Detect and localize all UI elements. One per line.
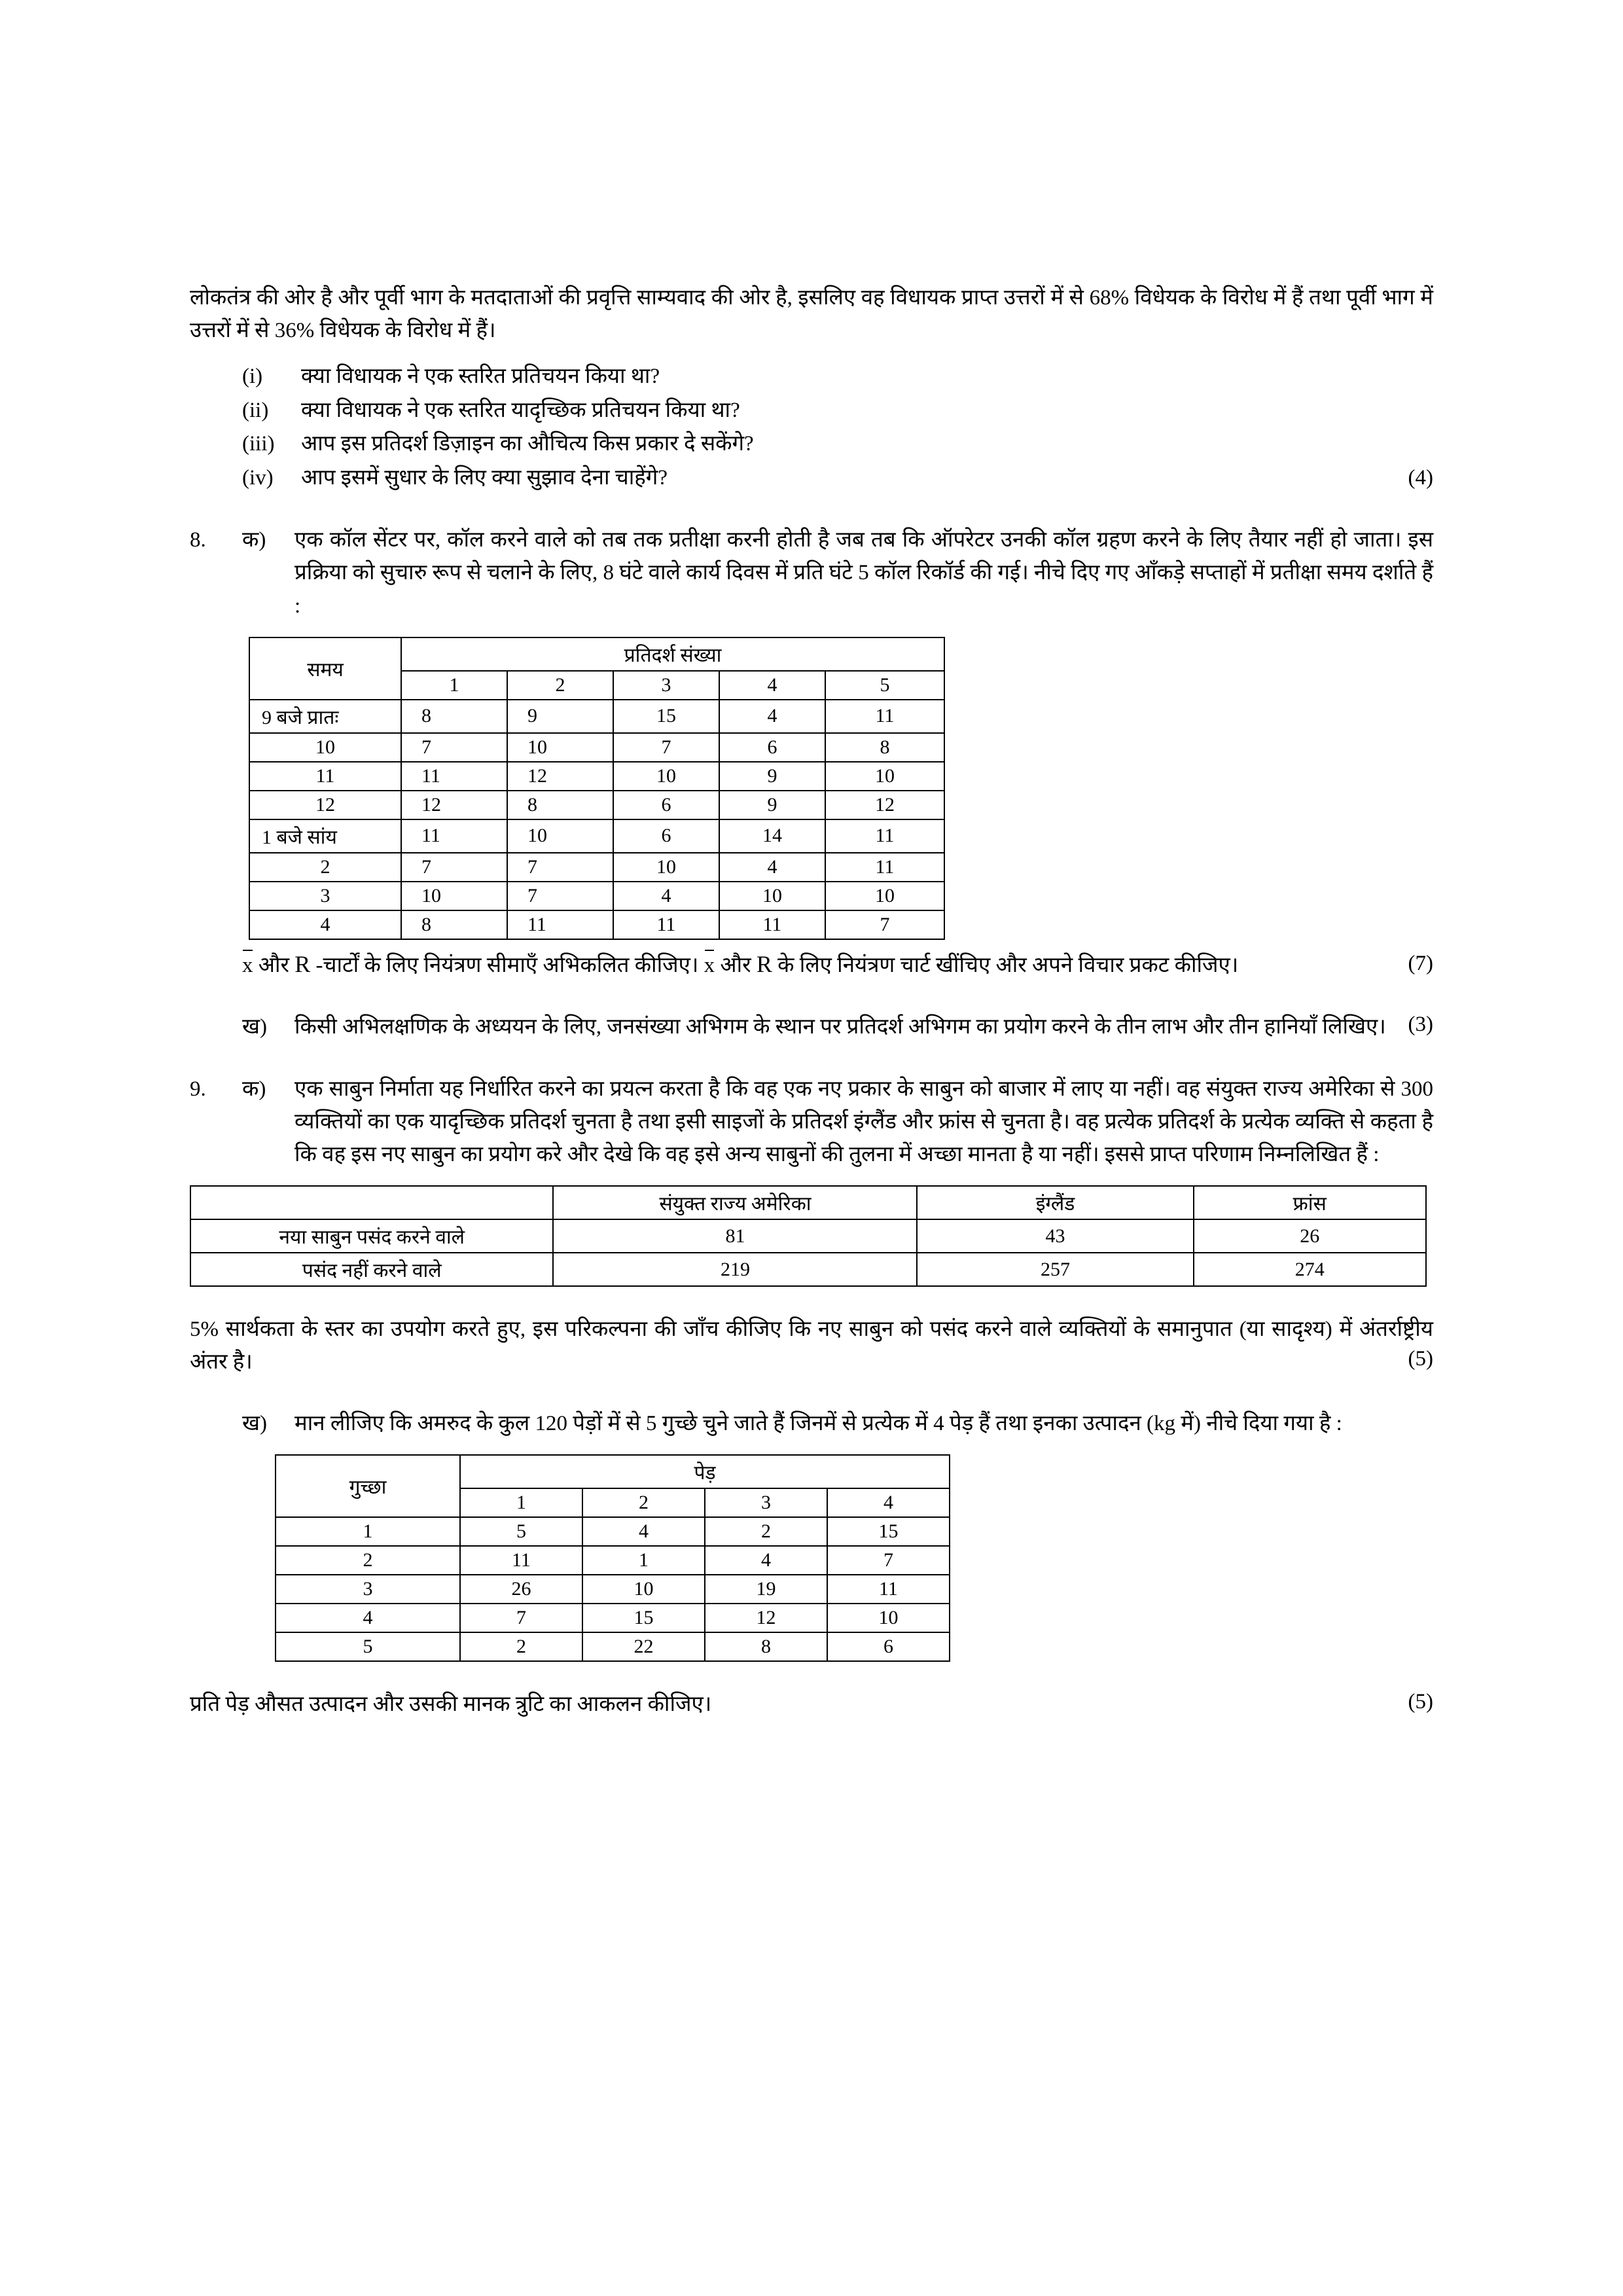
cell: 4: [613, 882, 719, 910]
question-9-part-a: [190, 1073, 1433, 1171]
question-9a-text: एक साबुन निर्माता यह निर्धारित करने का प्रयत्न करता है कि वह एक नए प्रकार के साबुन को बाजार में लाए या नहीं। वह संयुक्त राज्य अमेरिका से 300 व्यक्तियों का एक यादृच्छिक प्रतिदर्श चुनता है तथा इसी साइजों के प्रतिदर्श इंग्लैंड और फ्रांस से चुनता है। वह प्रत्येक प्रतिदर्श के प्रत्येक व्यक्ति से कहता है कि वह इस नए साबुन का प्रयोग करे और देखे कि वह इसे अन्य साबुनों की तुलना में अच्छा मानता है या नहीं। इससे प्राप्त परिणाम निम्नलिखित हैं :: [294, 1077, 1433, 1166]
cell: 8: [401, 910, 507, 939]
cell: 10: [825, 762, 944, 791]
guava-yield-table: [275, 1454, 950, 1662]
intro-paragraph: लोकतंत्र की ओर है और पूर्वी भाग के मतदाताओं की प्रवृत्ति साम्यवाद की ओर है, इसलिए वह विधायक प्राप्त उत्तरों में से 68% विधेयक के विरोध में हैं तथा पूर्वी भाग में उत्तरों में से 36% विधेयक के विरोध में हैं।: [190, 286, 1433, 343]
cell: 5: [460, 1517, 582, 1546]
table-row: [249, 762, 944, 791]
after-text-3: और: [720, 953, 751, 977]
cell: 7: [825, 910, 944, 939]
intro-list: [242, 360, 1433, 495]
cell: 19: [705, 1575, 827, 1604]
cell: 11: [825, 853, 944, 882]
cell: 8: [705, 1632, 827, 1661]
row-cluster: 3: [276, 1575, 460, 1604]
cell: 7: [507, 853, 613, 882]
cell: 12: [825, 791, 944, 819]
table-row: [249, 791, 944, 819]
cell: 43: [917, 1219, 1193, 1253]
cell: 6: [719, 733, 825, 762]
cell: 15: [827, 1517, 950, 1546]
row-label: पसंद नहीं करने वाले: [190, 1253, 553, 1286]
cell: 11: [613, 910, 719, 939]
cell: 4: [719, 853, 825, 882]
q8a-after-table: [190, 946, 1433, 982]
cell: 9: [719, 762, 825, 791]
cell: 10: [719, 882, 825, 910]
cell: 8: [401, 700, 507, 733]
sample-col-1: 1: [401, 671, 507, 700]
cell: 12: [705, 1604, 827, 1632]
row-cluster: 1: [276, 1517, 460, 1546]
cell: 257: [917, 1253, 1193, 1286]
cell: 9: [719, 791, 825, 819]
cell: 1: [582, 1546, 705, 1575]
cell: 6: [613, 791, 719, 819]
cell: 11: [827, 1575, 950, 1604]
list-item-label: (ii): [242, 398, 269, 422]
cell: 11: [825, 819, 944, 853]
table-row: [190, 1253, 1426, 1286]
marks-value: (7): [1408, 952, 1433, 976]
cell: 11: [401, 762, 507, 791]
cell: 10: [613, 853, 719, 882]
after-text-4: के लिए नियंत्रण चार्ट खींचिए और अपने विचार प्रकट कीजिए।: [777, 953, 1239, 977]
guava-table-wrap: [275, 1454, 1433, 1662]
question-8b-text: किसी अभिलक्षणिक के अध्ययन के लिए, जनसंख्या अभिगम के स्थान पर प्रतिदर्श अभिगम का प्रयोग करने के तीन लाभ और तीन हानियाँ लिखिए।: [294, 1015, 1386, 1039]
row-cluster: 4: [276, 1604, 460, 1632]
table-header-row: [190, 1186, 1426, 1219]
after-text-1: और: [258, 953, 290, 977]
q8a-after-table-text: [242, 946, 1433, 982]
cell: 11: [460, 1546, 582, 1575]
cell: 7: [401, 733, 507, 762]
cell: 11: [719, 910, 825, 939]
tree-col-4: 4: [827, 1488, 950, 1517]
cell: 7: [507, 882, 613, 910]
header-tree: पेड़: [460, 1455, 950, 1488]
cell: 8: [825, 733, 944, 762]
header-sample: प्रतिदर्श संख्या: [401, 637, 944, 671]
question-9-number: 9.: [190, 1077, 206, 1101]
row-time: 2: [249, 853, 401, 882]
table-header-row: [249, 637, 944, 671]
cell: 8: [507, 791, 613, 819]
row-time: 12: [249, 791, 401, 819]
question-9: [190, 1073, 1433, 1721]
table-row: [249, 853, 944, 882]
marks-value: (3): [1408, 1012, 1433, 1036]
after-text-2: -चार्टों के लिए नियंत्रण सीमाएँ अभिकलित कीजिए।: [315, 953, 699, 977]
list-item-label: (iv): [242, 465, 274, 490]
row-time: 3: [249, 882, 401, 910]
list-item: [242, 427, 1433, 461]
table-row: [276, 1546, 950, 1575]
cell: 15: [582, 1604, 705, 1632]
cell: 219: [553, 1253, 917, 1286]
table-row: [276, 1604, 950, 1632]
cell: 22: [582, 1632, 705, 1661]
cell: 7: [827, 1546, 950, 1575]
row-time: 9 बजे प्रातः: [249, 700, 401, 733]
question-9b-text: मान लीजिए कि अमरुद के कुल 120 पेड़ों में से 5 गुच्छे चुने जाते हैं जिनमें से प्रत्येक में 4 पेड़ हैं तथा इनका उत्पादन (kg में) नीचे दिया गया है :: [294, 1412, 1342, 1436]
header-usa: संयुक्त राज्य अमेरिका: [553, 1186, 917, 1219]
header-france: फ्रांस: [1194, 1186, 1427, 1219]
table-row: [276, 1575, 950, 1604]
intro-block: [190, 281, 1433, 495]
question-9a-label: क): [242, 1077, 266, 1101]
page-content: [190, 281, 1433, 1721]
cell: 4: [705, 1546, 827, 1575]
cell: 4: [719, 700, 825, 733]
waiting-time-table-wrap: [249, 637, 1433, 940]
table-row: [249, 819, 944, 853]
question-8-part-a: [190, 524, 1433, 622]
q9a-after-table-text: 5% सार्थकता के स्तर का उपयोग करते हुए, इस परिकल्पना की जाँच कीजिए कि नए साबुन को पसंद करने वाले व्यक्तियों के समानुपात (या सादृश्य) में अंतर्राष्ट्रीय अंतर है।: [190, 1318, 1433, 1374]
tree-col-1: 1: [460, 1488, 582, 1517]
cell: 7: [460, 1604, 582, 1632]
x-bar-symbol-2: x: [704, 949, 715, 982]
table-header-row: [276, 1455, 950, 1488]
header-cluster: गुच्छा: [276, 1455, 460, 1517]
header-blank: [190, 1186, 553, 1219]
soap-preference-table: [190, 1185, 1427, 1287]
cell: 4: [582, 1517, 705, 1546]
question-9-part-b: [190, 1407, 1433, 1440]
list-item: [242, 394, 1433, 427]
table-row: [249, 910, 944, 939]
list-item: [242, 360, 1433, 393]
cell: 10: [613, 762, 719, 791]
sample-col-5: 5: [825, 671, 944, 700]
cell: 14: [719, 819, 825, 853]
question-8b-label: ख): [242, 1015, 267, 1039]
cell: 11: [507, 910, 613, 939]
cell: 10: [827, 1604, 950, 1632]
marks-value: (5): [1408, 1689, 1433, 1713]
list-item-text: क्या विधायक ने एक स्तरित प्रतिचयन किया था?: [301, 365, 660, 389]
question-8a-text: एक कॉल सेंटर पर, कॉल करने वाले को तब तक प्रतीक्षा करनी होती है जब तब कि ऑपरेटर उनकी कॉल ग्रहण करने के लिए तैयार नहीं हो जाता। इस प्रक्रिया को सुचारु रूप से चलाने के लिए, 8 घंटे वाले कार्य दिवस में प्रति घंटे 5 कॉल रिकॉर्ड की गई। नीचे दिए गए आँकड़े सप्ताहों में प्रतीक्षा समय दर्शाते हैं :: [294, 528, 1433, 618]
table-row: [276, 1517, 950, 1546]
list-item-text: आप इस प्रतिदर्श डिज़ाइन का औचित्य किस प्रकार दे सकेंगे?: [301, 432, 754, 456]
cell: 274: [1194, 1253, 1427, 1286]
row-time: 11: [249, 762, 401, 791]
question-8-number: 8.: [190, 528, 206, 552]
cell: 10: [401, 882, 507, 910]
cell: 81: [553, 1219, 917, 1253]
cell: 9: [507, 700, 613, 733]
question-8a-label: क): [242, 528, 266, 552]
list-item-text: आप इसमें सुधार के लिए क्या सुझाव देना चाहेंगे?: [301, 465, 668, 490]
cell: 26: [460, 1575, 582, 1604]
x-bar-symbol: x: [242, 949, 253, 982]
table-row: [249, 733, 944, 762]
tree-col-3: 3: [705, 1488, 827, 1517]
list-item-label: (i): [242, 365, 263, 389]
cell: 26: [1194, 1219, 1427, 1253]
cell: 10: [507, 819, 613, 853]
cell: 15: [613, 700, 719, 733]
list-item-label: (iii): [242, 432, 275, 456]
cell: 11: [825, 700, 944, 733]
table-row: [190, 1219, 1426, 1253]
sample-col-2: 2: [507, 671, 613, 700]
cell: 12: [401, 791, 507, 819]
question-9b-label: ख): [242, 1412, 267, 1436]
row-cluster: 2: [276, 1546, 460, 1575]
cell: 7: [401, 853, 507, 882]
row-time: 1 बजे सांय: [249, 819, 401, 853]
cell: 7: [613, 733, 719, 762]
q9b-after-table: [190, 1688, 1433, 1721]
marks-value: (5): [1408, 1347, 1433, 1371]
r-symbol-2: R: [756, 950, 772, 977]
header-england: इंग्लैंड: [917, 1186, 1193, 1219]
cell: 10: [507, 733, 613, 762]
question-8-part-b: [190, 1011, 1433, 1043]
cell: 12: [507, 762, 613, 791]
header-time: समय: [249, 637, 401, 700]
cell: 10: [825, 882, 944, 910]
table-row: [276, 1632, 950, 1661]
list-item-text: क्या विधायक ने एक स्तरित यादृच्छिक प्रतिचयन किया था?: [301, 398, 740, 422]
cell: 6: [613, 819, 719, 853]
row-cluster: 5: [276, 1632, 460, 1661]
waiting-time-table: [249, 637, 945, 940]
q9b-after-table-text: प्रति पेड़ औसत उत्पादन और उसकी मानक त्रुटि का आकलन कीजिए।: [190, 1693, 712, 1717]
sample-col-4: 4: [719, 671, 825, 700]
soap-table-wrap: [190, 1185, 1433, 1287]
cell: 6: [827, 1632, 950, 1661]
table-row: [249, 700, 944, 733]
table-row: [249, 882, 944, 910]
cell: 2: [460, 1632, 582, 1661]
row-label: नया साबुन पसंद करने वाले: [190, 1219, 553, 1253]
row-time: 10: [249, 733, 401, 762]
row-time: 4: [249, 910, 401, 939]
q9a-after-table: [190, 1313, 1433, 1378]
cell: 10: [582, 1575, 705, 1604]
marks-value: (4): [1408, 465, 1433, 490]
sample-col-3: 3: [613, 671, 719, 700]
question-8: [190, 524, 1433, 1043]
tree-col-2: 2: [582, 1488, 705, 1517]
cell: 11: [401, 819, 507, 853]
cell: 2: [705, 1517, 827, 1546]
r-symbol: R: [294, 950, 311, 977]
list-item: [242, 461, 1433, 495]
